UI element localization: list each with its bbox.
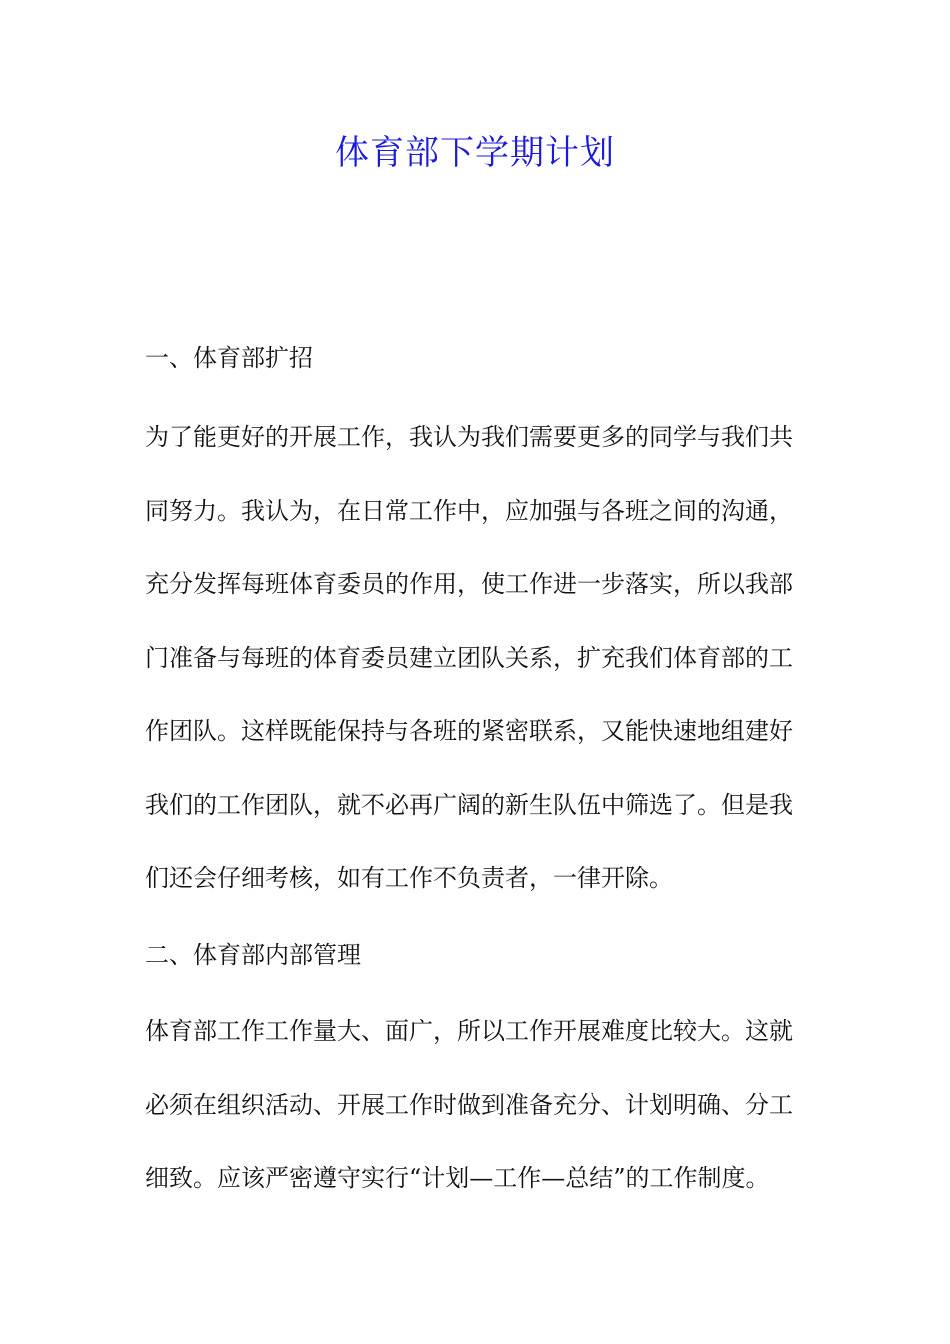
paragraph-line: 同努力。我认为，在日常工作中，应加强与各班之间的沟通，: [145, 496, 793, 525]
document-title: 体育部下学期计划: [335, 133, 615, 173]
paragraph-line: 体育部工作工作量大、面广，所以工作开展难度比较大。这就: [145, 1017, 793, 1045]
paragraph-line: 必须在组织活动、开展工作时做到准备充分、计划明确、分工: [145, 1090, 793, 1119]
paragraph-line: 门准备与每班的体育委员建立团队关系，扩充我们体育部的工: [145, 643, 793, 672]
section-1-paragraph: [145, 401, 805, 916]
paragraph-line: 作团队。这样既能保持与各班的紧密联系，又能快速地组建好: [145, 717, 793, 745]
paragraph-line: 充分发挥每班体育委员的作用，使工作进一步落实，所以我部: [145, 570, 793, 598]
paragraph-line: 细致。应该严密遵守实行“计划—工作—总结”的工作制度。: [145, 1164, 770, 1192]
section-2-paragraph: [145, 995, 805, 1216]
paragraph-line: 我们的工作团队，就不必再广阔的新生队伍中筛选了。但是我: [145, 790, 793, 819]
section-2-heading: 二、体育部内部管理: [145, 941, 361, 969]
section-1-heading: 一、体育部扩招: [145, 344, 313, 372]
paragraph-line: 们还会仔细考核，如有工作不负责者，一律开除。: [145, 864, 673, 892]
paragraph-line: 为了能更好的开展工作，我认为我们需要更多的同学与我们共: [145, 423, 793, 451]
